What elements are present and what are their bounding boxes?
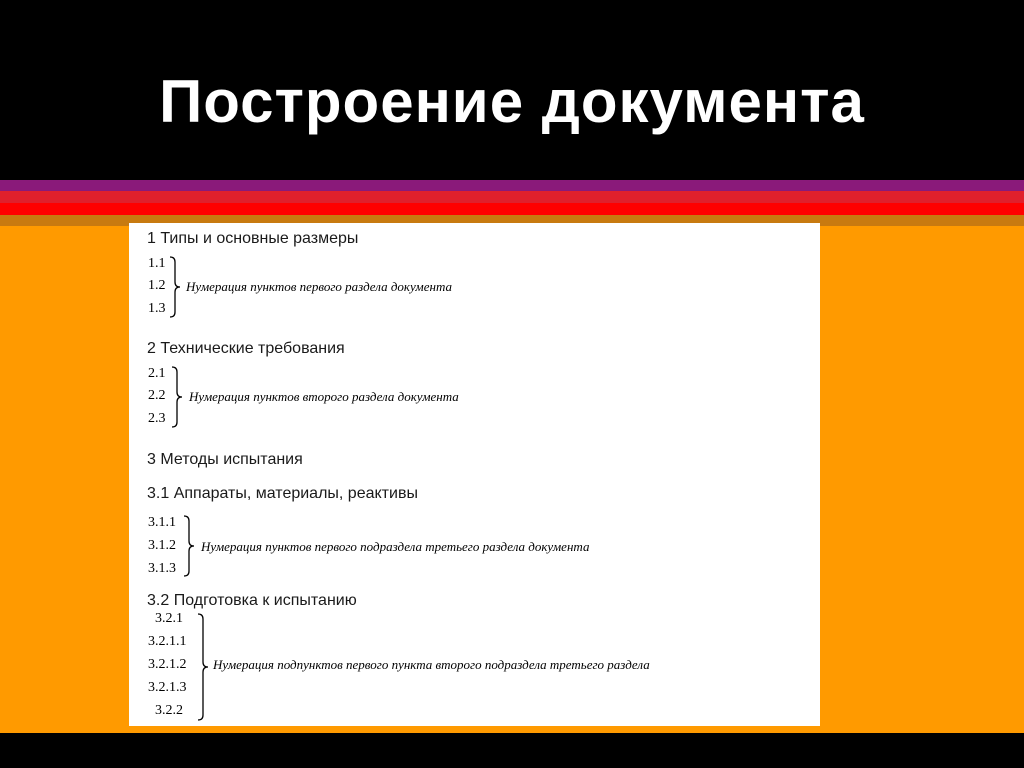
brace-subsection-3-2 (197, 613, 209, 721)
decor-stripe-red (0, 191, 1024, 203)
brace-subsection-3-1 (183, 515, 195, 577)
item-3-2-1-1: 3.2.1.1 (148, 634, 187, 649)
document-image (129, 223, 820, 726)
item-3-1-3: 3.1.3 (148, 561, 176, 576)
subsection-3-2-heading: 3.2 Подготовка к испытанию (147, 592, 357, 609)
section-2-note: Нумерация пунктов второго раздела документа (189, 389, 459, 404)
item-2-3: 2.3 (148, 411, 166, 426)
section-2-heading: 2 Технические требования (147, 340, 345, 357)
section-3-heading: 3 Методы испытания (147, 451, 303, 468)
subsection-3-2-note: Нумерация подпунктов первого пункта второго подраздела третьего раздела (213, 657, 650, 672)
bottom-bar (0, 733, 1024, 768)
subsection-3-1-note: Нумерация пунктов первого подраздела третьего раздела документа (201, 539, 590, 554)
slide-title: Построение документа (159, 68, 865, 135)
section-1-note: Нумерация пунктов первого раздела документа (186, 279, 452, 294)
brace-section-1 (169, 256, 181, 318)
item-3-2-1: 3.2.1 (155, 611, 183, 626)
section-1-heading: 1 Типы и основные размеры (147, 230, 359, 247)
item-3-1-1: 3.1.1 (148, 515, 176, 530)
item-3-2-2: 3.2.2 (155, 703, 183, 718)
item-2-2: 2.2 (148, 388, 166, 403)
subsection-3-1-heading: 3.1 Аппараты, материалы, реактивы (147, 485, 418, 502)
item-3-2-1-2: 3.2.1.2 (148, 657, 187, 672)
item-2-1: 2.1 (148, 366, 166, 381)
item-1-1: 1.1 (148, 256, 166, 271)
decor-stripe-purple (0, 180, 1024, 191)
item-3-1-2: 3.1.2 (148, 538, 176, 553)
item-3-2-1-3: 3.2.1.3 (148, 680, 187, 695)
item-1-2: 1.2 (148, 278, 166, 293)
item-1-3: 1.3 (148, 301, 166, 316)
brace-section-2 (171, 366, 183, 428)
title-bar (0, 0, 1024, 180)
decor-stripe-bright-red (0, 203, 1024, 215)
